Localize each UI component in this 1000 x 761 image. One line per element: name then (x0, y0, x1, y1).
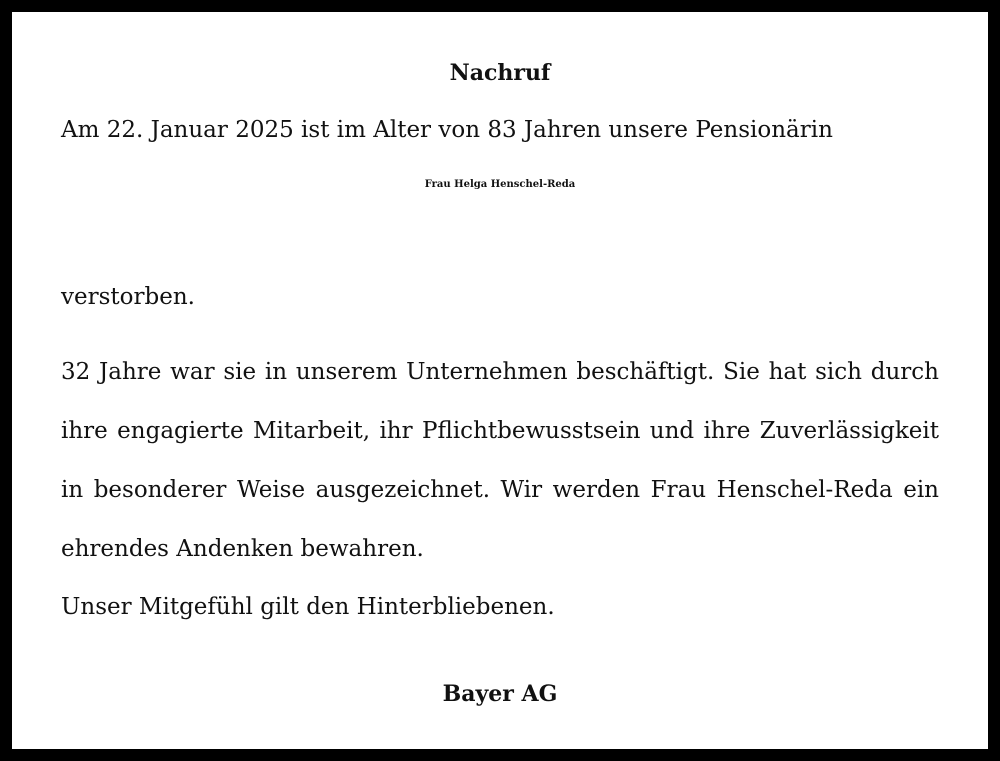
tribute-paragraph: 32 Jahre war sie in unserem Unternehmen beschäftigt. Sie hat sich durch ihre engagierte Mitarbeit, ihr Pflichtbewusstsein und ihre Zuverlässigkeit in besonderer Weise ausgezeichnet. Wir werden Frau Henschel-Reda ein ehrendes Andenken bewahren. (61, 359, 939, 562)
died-line: verstorben. (61, 284, 195, 310)
condolence-line: Unser Mitgefühl gilt den Hinterbliebenen. (61, 594, 555, 620)
deceased-name: Frau Helga Henschel-Reda (424, 179, 576, 190)
obituary-notice (12, 12, 988, 749)
signature: Bayer AG (442, 681, 558, 707)
notice-heading: Nachruf (449, 60, 551, 86)
intro-line: Am 22. Januar 2025 ist im Alter von 83 Jahren unsere Pensionärin (61, 117, 833, 143)
